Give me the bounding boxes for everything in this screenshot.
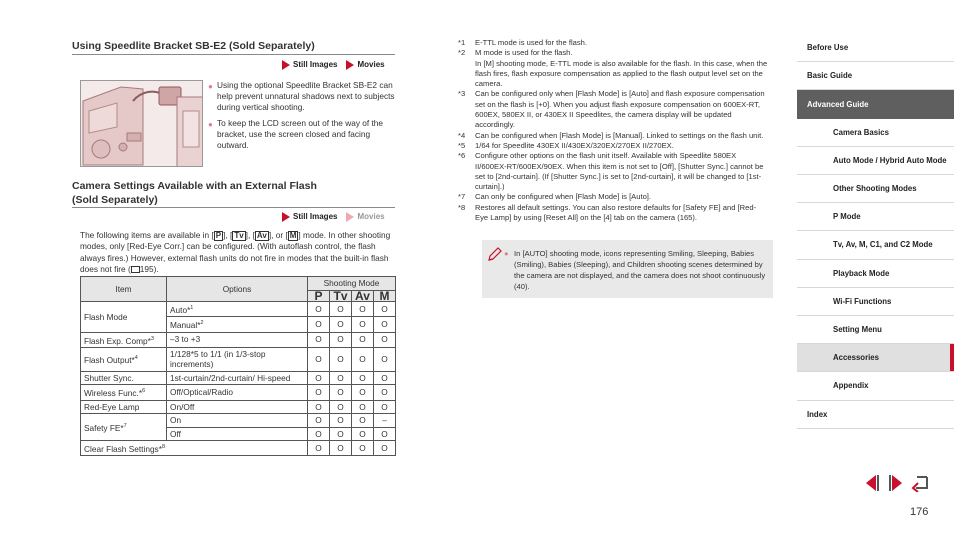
footnote: In [M] shooting mode, E-TTL mode is also available for the flash. In this case, when the flash fires, flash exposure compensation as applied to the flash output level set on the camera. [475, 58, 768, 89]
sidebar-item-p-mode[interactable] [797, 203, 954, 231]
cell-availability: O [330, 414, 352, 428]
sidebar-item-label: Tv, Av, M, C1, and C2 Mode [833, 240, 933, 250]
section-title-flash-settings: Camera Settings Available with an External Flash (Sold Separately) [72, 180, 317, 206]
footnotes [458, 38, 768, 223]
tag-row-2 [282, 212, 385, 222]
camera-illustration-icon [81, 81, 203, 167]
cell-availability: O [374, 317, 396, 332]
cell-availability: O [330, 302, 352, 317]
footnote: *6 Configure other options on the flash unit itself. Available with Speedlite 580EX II/600EX-RT/600EX/90EX. When this item is not set to [Off], [Shutter Sync.] cannot be set to [2nd-curtain]. (If [Shutter Sync.] is set to [2nd-curtain], it will be changed to [1st-curtain].) [458, 151, 764, 192]
sidebar-item-label: Other Shooting Modes [833, 184, 917, 194]
page-nav-buttons [862, 473, 930, 493]
cell-availability: O [308, 347, 330, 371]
sidebar-item-setting-menu[interactable] [797, 316, 954, 344]
cell-option: 1st-curtain/2nd-curtain/ Hi-speed [167, 371, 308, 385]
sidebar-item-label: Index [807, 409, 828, 419]
sidebar-item-label: Playback Mode [833, 268, 890, 278]
sidebar-item-appendix[interactable] [797, 372, 954, 400]
cell-availability: O [330, 385, 352, 400]
cell-availability: O [330, 400, 352, 414]
cell-option: Off/Optical/Radio [167, 385, 308, 400]
cell-availability: O [352, 385, 374, 400]
sidebar-item-advanced-guide[interactable] [797, 90, 954, 118]
active-marker [950, 344, 954, 371]
cell-option: –3 to +3 [167, 332, 308, 347]
section-rule [72, 54, 395, 55]
footnote: *4 Can be configured when [Flash Mode] is [Manual]. Linked to settings on the flash unit. [458, 130, 764, 140]
cell-availability: O [308, 371, 330, 385]
sidebar-item-auto-mode-hybrid-auto-mode[interactable] [797, 147, 954, 175]
table-row [81, 400, 396, 414]
cell-availability: O [308, 427, 330, 441]
footnote: *3 Can be configured only when [Flash Mode] is [Auto] and flash exposure compensation set on the flash is [+0]. When you adjust flash exposure compensation on 600EX-RT, 600EX, 580EX II, or 430EX II Speedlites, the camera display will be updated accordingly. [458, 89, 765, 130]
cell-availability: O [352, 427, 374, 441]
cell-availability: O [330, 317, 352, 332]
footnote: *8 Restores all default settings. You can also restore defaults for [Safety FE] and [Red-Eye Lamp] by using [Reset All] on the [4] tab on the camera (165). [458, 202, 757, 223]
return-button[interactable] [910, 473, 930, 493]
header-item: Item [81, 277, 167, 302]
arrow-left-icon [863, 474, 881, 492]
sidebar-item-label: Wi-Fi Functions [833, 296, 892, 306]
sidebar-item-label: Camera Basics [833, 127, 889, 137]
cell-item: Clear Flash Settings*$^8$ [81, 441, 308, 456]
cell-availability: O [374, 441, 396, 456]
table-row [81, 302, 396, 317]
cell-availability: O [352, 332, 374, 347]
cell-availability: O [352, 347, 374, 371]
section-rule [72, 207, 395, 208]
header-options: Options [167, 277, 308, 302]
sidebar-item-label: Auto Mode / Hybrid Auto Mode [833, 155, 947, 165]
sidebar-item-index[interactable] [797, 401, 954, 429]
cell-availability: O [308, 302, 330, 317]
bullet-item: ● To keep the LCD screen out of the way of the bracket, use the screen closed and facing outward. [208, 118, 384, 150]
cell-availability: O [330, 347, 352, 371]
triangle-icon [346, 212, 354, 222]
footnote: *5 1/64 for Speedlite 430EX II/430EX/320EX/270EX II/270EX. [458, 140, 674, 150]
sidebar-item-label: Accessories [833, 353, 879, 363]
cell-availability: O [308, 414, 330, 428]
mode-p-icon: P [215, 231, 222, 240]
tag-still-images: Still Images [282, 212, 337, 222]
table-row [81, 414, 396, 428]
bullet-dot-icon: ● [208, 82, 213, 91]
cell-availability: O [330, 371, 352, 385]
footnote: *1 E-TTL mode is used for the flash. [458, 38, 587, 47]
triangle-icon [346, 60, 354, 70]
bullet-item: ● Using the optional Speedlite Bracket SB-E2 can help prevent unnatural shadows next to subjects during vertical shooting. [208, 80, 395, 112]
cell-option: 1/128*5 to 1/1 (in 1/3-stop increments) [167, 347, 308, 371]
sidebar-item-label: Setting Menu [833, 325, 882, 335]
sidebar-item-before-use[interactable] [797, 34, 954, 62]
cell-availability: O [352, 317, 374, 332]
header-mode-p: P [308, 290, 330, 302]
sidebar-item-label: Appendix [833, 381, 869, 391]
return-icon [911, 474, 929, 492]
pencil-icon [487, 246, 503, 262]
header-shooting-mode: Shooting Mode [308, 277, 396, 291]
cell-availability: O [330, 427, 352, 441]
cell-availability: O [308, 332, 330, 347]
section-title-bracket: Using Speedlite Bracket SB-E2 (Sold Separately) [72, 40, 315, 52]
page-ref-book-icon [131, 266, 140, 273]
cell-availability: – [374, 414, 396, 428]
header-mode-m: M [374, 290, 396, 302]
cell-availability: O [308, 317, 330, 332]
cell-availability: O [374, 302, 396, 317]
table-row [81, 332, 396, 347]
table-row [81, 441, 396, 456]
flash-settings-paragraph: The following items are available in [ P ], [ Tv ], [ Av ], or [ M ] mode. In other shooting modes, only [Red-Eye Corr.] can be configured. (With autoflash control, the flash always fires.) However, external flash units do not fire in modes that the built-in flash does not fire ( 195). [80, 230, 391, 274]
bullet-dot-icon: ● [208, 120, 213, 129]
sidebar-item-label: Before Use [807, 43, 849, 53]
cell-availability: O [352, 400, 374, 414]
footnote: *2 M mode is used for the flash. [458, 48, 573, 58]
sidebar-item-label: Basic Guide [807, 71, 853, 81]
cell-availability: O [374, 347, 396, 371]
sidebar-item-camera-basics[interactable] [797, 119, 954, 147]
cell-option: Off [167, 427, 308, 441]
cell-option: Manual*$^2$ [167, 317, 308, 332]
sidebar-item-other-shooting-modes[interactable] [797, 175, 954, 203]
mode-m-icon: M [289, 231, 297, 240]
cell-availability: O [308, 400, 330, 414]
sidebar-item-label: Advanced Guide [807, 99, 869, 109]
sidebar-item-playback-mode[interactable] [797, 260, 954, 288]
cell-availability: O [352, 414, 374, 428]
table-row [81, 347, 396, 371]
table-body [81, 302, 396, 456]
cell-availability: O [352, 302, 374, 317]
page-link[interactable]: 195 [139, 263, 154, 274]
tag-row-1 [282, 60, 385, 70]
cell-item: Flash Exp. Comp*$^3$ [81, 332, 167, 347]
table-row [81, 385, 396, 400]
arrow-right-icon [887, 474, 905, 492]
header-mode-tv: Tv [330, 290, 352, 302]
cell-availability: O [308, 441, 330, 456]
sidebar-item-accessories[interactable] [797, 344, 954, 372]
table-row [81, 371, 396, 385]
footnote: *7 Can only be configured when [Flash Mode] is [Auto]. [458, 192, 652, 202]
prev-page-button[interactable] [862, 473, 882, 493]
triangle-icon [282, 212, 290, 222]
cell-availability: O [330, 332, 352, 347]
cell-availability: O [374, 427, 396, 441]
bracket-bullet-list [208, 80, 398, 156]
triangle-icon [282, 60, 290, 70]
sidebar-item-tv-av-m-c1-and-c2-mode[interactable] [797, 231, 954, 259]
mode-tv-icon: Tv [234, 231, 244, 240]
header-mode-av: Av [352, 290, 374, 302]
cell-option: Auto*$^1$ [167, 302, 308, 317]
mode-av-icon: Av [256, 231, 267, 240]
cell-item: Safety FE*$^7$ [81, 414, 167, 441]
flash-settings-table [80, 276, 396, 456]
cell-availability: O [308, 385, 330, 400]
cell-availability: O [374, 371, 396, 385]
cell-option: On [167, 414, 308, 428]
next-page-button[interactable] [886, 473, 906, 493]
cell-item: Flash Mode [81, 302, 167, 333]
sidebar-item-label: P Mode [833, 212, 861, 222]
tag-movies: Movies [346, 212, 384, 222]
tip-text: ● In [AUTO] shooting mode, icons representing Smiling, Sleeping, Babies (Smiling), Babies (Sleeping), and Children shooting scenes determined by the camera are not displayed, and the camera does not shoot continuously (40). [504, 249, 766, 291]
cell-item: Red-Eye Lamp [81, 400, 167, 414]
tag-still-images: Still Images [282, 60, 337, 70]
cell-item: Wireless Func.*$^6$ [81, 385, 167, 400]
cell-option: On/Off [167, 400, 308, 414]
cell-availability: O [352, 371, 374, 385]
cell-availability: O [374, 332, 396, 347]
cell-availability: O [330, 441, 352, 456]
cell-item: Shutter Sync. [81, 371, 167, 385]
tag-movies: Movies [346, 60, 384, 70]
cell-availability: O [352, 441, 374, 456]
cell-availability: O [374, 385, 396, 400]
bullet-dot-icon: ● [504, 249, 509, 258]
page-number: 176 [910, 506, 929, 518]
cell-item: Flash Output*$^4$ [81, 347, 167, 371]
tip-box [482, 240, 773, 298]
cell-availability: O [374, 400, 396, 414]
sidebar-item-wi-fi-functions[interactable] [797, 288, 954, 316]
camera-bracket-illustration [80, 80, 203, 167]
sidebar-item-basic-guide[interactable] [797, 62, 954, 90]
